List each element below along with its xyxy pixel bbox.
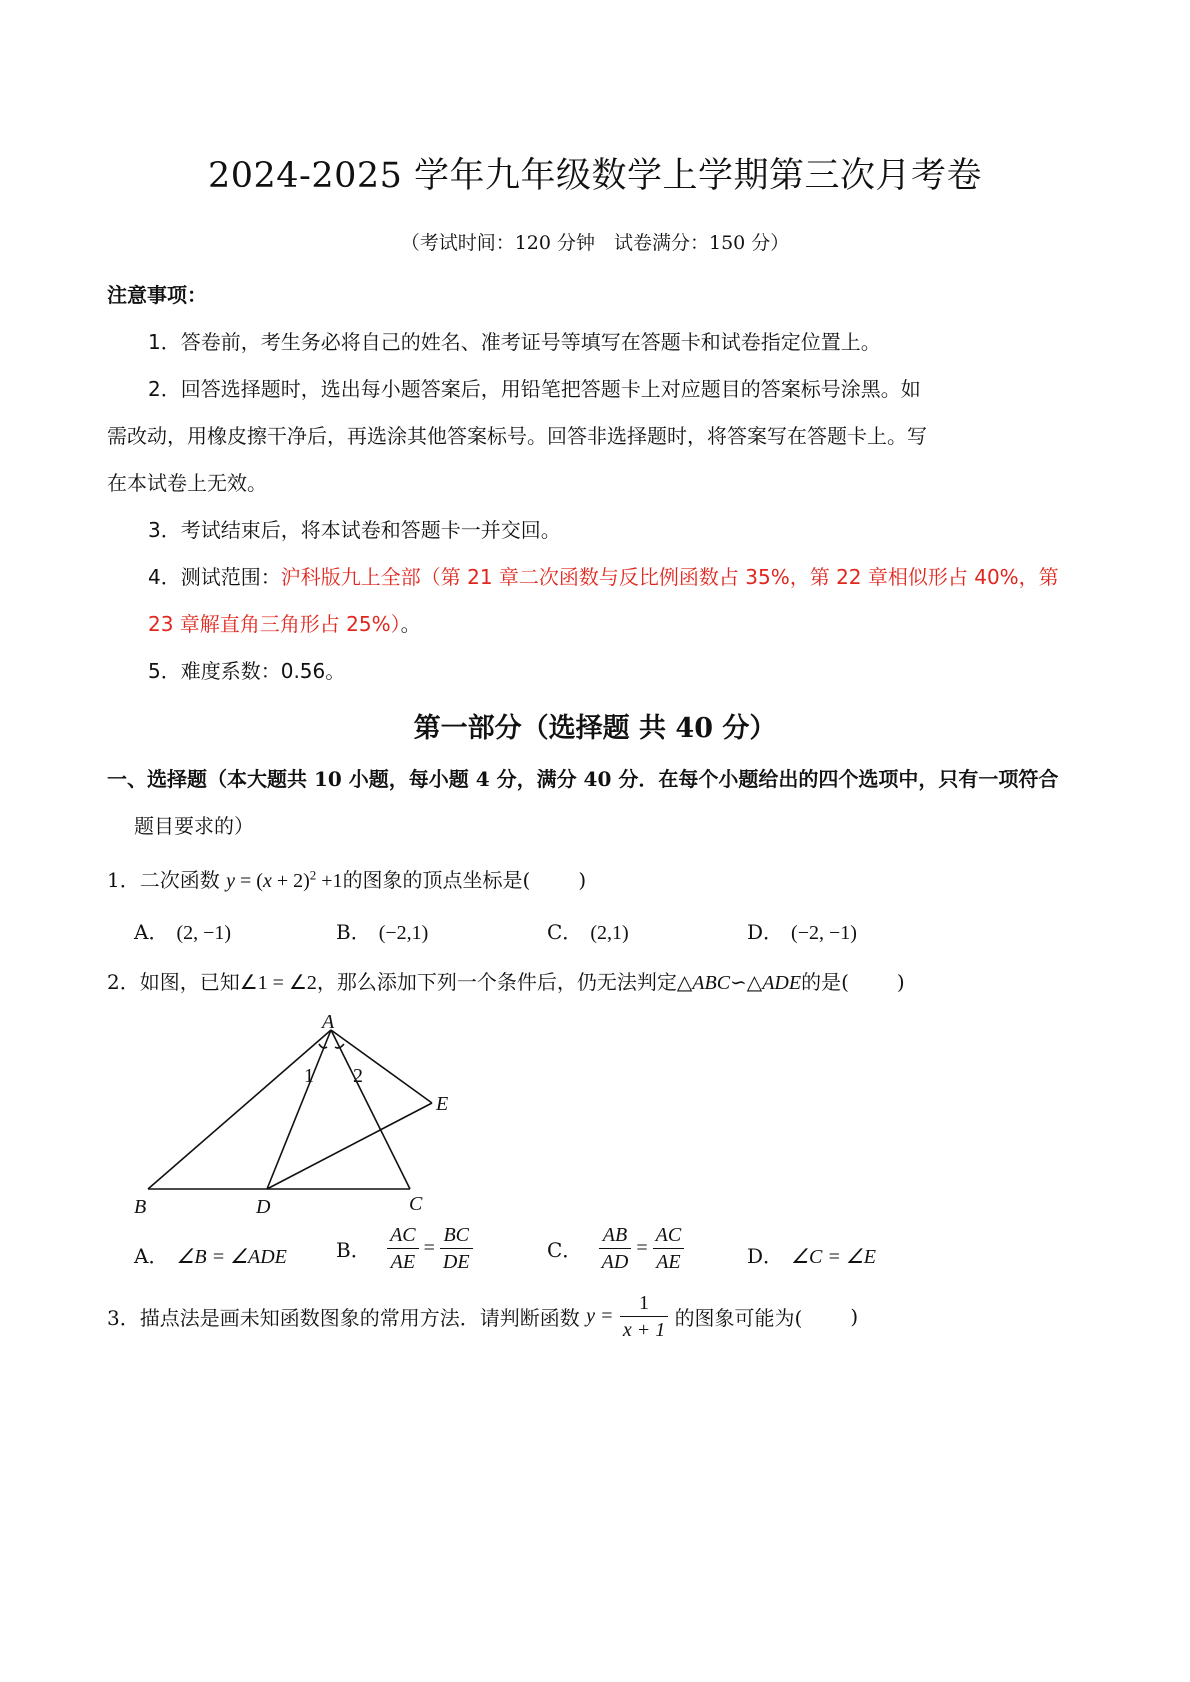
fraction [440,1222,473,1275]
option-label: B． [336,1238,371,1262]
q1-func-mid: + 2) [271,870,310,892]
segment-ae [331,1030,432,1103]
question-1 [107,864,586,893]
fraction [599,1222,632,1275]
denominator: x + 1 [622,1319,666,1341]
q2-option-b[interactable]: B． $\frac{AC}{AE}$ = $\frac{BC}{DE}$ [336,1222,473,1275]
point-c-label: C [409,1193,423,1215]
q2-similar: ∽△ [730,970,763,994]
q3-suffix: 的图象可能为( [674,1306,803,1330]
q2-close: ) [896,970,905,994]
point-e-label: E [436,1093,449,1115]
notice-item-2-line-2: 需改动，用橡皮擦干净后，再选涂其他答案标号。回答非选择题时，将答案写在答题卡上。写 [107,424,927,448]
test-scope: 沪科版九上全部（第 21 章二次函数与反比例函数占 35%，第 22 章相似形占 40%，第 [280,565,1059,589]
option-value: ∠B = ∠ADE [176,1246,287,1268]
q1-option-b[interactable] [336,916,428,945]
q2-condition: ∠1 = ∠2 [239,972,317,994]
option-label: C． [547,920,583,944]
question-3 [107,1290,858,1343]
angle-1-label: 1 [304,1065,314,1087]
q3-close: ) [850,1304,859,1329]
numerator: AB [599,1222,632,1249]
point-d-label: D [256,1196,271,1218]
q1-suffix: 的图象的顶点坐标是( [342,868,531,892]
section-intro-line-1: 一、选择题（本大题共 10 小题，每小题 4 分，满分 40 分．在每个小题给出的四个选项中，只有一项符合 [107,767,1059,791]
question-2 [107,966,905,995]
fraction [387,1222,419,1275]
q1-option-d[interactable] [747,916,857,945]
q2-option-c[interactable]: C． $\frac{AB}{AD}$ = $\frac{AC}{AE}$ [547,1222,684,1275]
option-label: A． [134,920,169,944]
point-a-label: A [322,1011,335,1033]
q1-func-x: x [262,870,272,892]
point-b-label: B [134,1196,147,1218]
q2-triangle-2: ADE [762,972,802,994]
numerator: AC [653,1222,685,1249]
q1-func-eq: = ( [234,870,263,892]
notice-item-4-line-1 [148,561,1059,590]
notice-item-4-prefix: 4．测试范围： [148,565,281,589]
q1-func-tail: +1 [316,870,343,892]
q1-option-c[interactable] [547,916,629,945]
option-value: (2, −1) [176,922,232,944]
notice-item-2-line-1: 2．回答选择题时，选出每小题答案后，用铅笔把答题卡上对应题目的答案标号涂黑。如 [148,377,921,401]
fraction [653,1222,685,1275]
numerator: BC [440,1222,473,1249]
segment-ac [331,1030,410,1189]
q2-triangle-1: ABC [692,972,731,994]
angle-2-label: 2 [353,1065,363,1087]
numerator: AC [387,1222,419,1249]
option-label: D． [747,1244,784,1268]
segment-ab [148,1030,331,1189]
segment-ad [267,1030,331,1189]
option-value: ∠C = ∠E [791,1246,876,1268]
q2-mid: ，那么添加下列一个条件后，仍无法判定△ [316,970,693,994]
notice-item-4-line-2 [148,608,421,637]
q3-prefix: 3．描点法是画未知函数图象的常用方法．请判断函数 [107,1306,580,1330]
notice-item-4-suffix: 。 [400,612,421,636]
q3-lhs: y = [586,1305,614,1327]
triangle-figure [120,1000,460,1220]
q3-fraction [620,1290,668,1343]
option-label: B． [336,920,371,944]
segment-de [267,1103,432,1189]
section-title: 第一部分（选择题 共 40 分） [413,713,777,744]
q2-suffix: 的是( [801,970,849,994]
q1-close: ) [578,868,587,892]
denominator: AE [390,1251,416,1273]
section-intro-line-2: 题目要求的） [134,814,254,838]
page-title: 2024-2025 学年九年级数学上学期第三次月考卷 [207,156,983,196]
test-scope-cont: 23 章解直角三角形占 25%） [148,612,401,636]
denominator: AE [656,1251,681,1273]
denominator: AD [601,1251,629,1273]
notice-item-3: 3．考试结束后，将本试卷和答题卡一并交回。 [148,518,561,542]
q1-prefix: 1．二次函数 [107,868,220,892]
q2-option-a[interactable] [134,1240,287,1269]
option-value: (2,1) [590,922,629,944]
notice-item-1: 1．答卷前，考生务必将自己的姓名、准考证号等填写在答题卡和试卷指定位置上。 [148,330,881,354]
option-label: C． [547,1238,583,1262]
q1-option-a[interactable] [134,916,231,945]
q2-option-d[interactable] [747,1240,876,1269]
option-label: D． [747,920,784,944]
q1-func-y: y [226,870,235,892]
option-value: (−2, −1) [791,922,857,944]
q1-func-exp: 2 [309,867,317,883]
option-value: (−2,1) [378,922,429,944]
denominator: DE [442,1251,470,1273]
notice-item-5: 5．难度系数：0.56。 [148,659,346,683]
exam-info: （考试时间：120 分钟 试卷满分：150 分） [400,232,790,254]
notice-item-2-line-3: 在本试卷上无效。 [107,471,267,495]
notice-heading: 注意事项： [107,283,207,307]
option-label: A． [134,1244,169,1268]
numerator: 1 [620,1290,668,1317]
q2-prefix: 2．如图，已知 [107,970,240,994]
